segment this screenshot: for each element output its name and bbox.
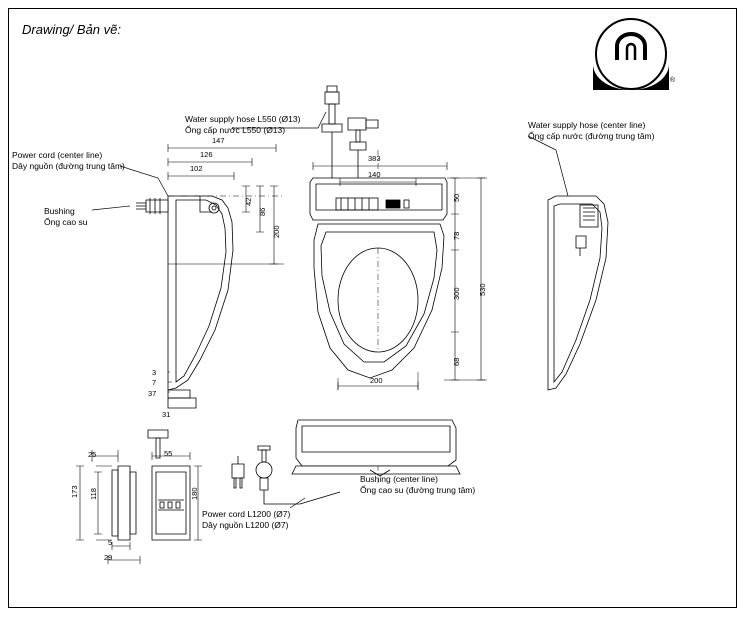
label-bushing-left: Bushing Ống cao su <box>44 206 88 227</box>
dim-3: 3 <box>152 368 157 377</box>
dim-29: 29 <box>104 553 113 562</box>
dim-200-bottom: 200 <box>370 376 383 385</box>
dim-102: 102 <box>190 164 203 173</box>
dim-31: 31 <box>162 410 171 419</box>
dim-200-left: 200 <box>272 225 281 238</box>
dim-180: 180 <box>190 487 199 500</box>
dim-78: 78 <box>452 231 461 240</box>
dim-86: 86 <box>258 207 267 216</box>
registered-mark: ® <box>669 77 675 84</box>
label-water-supply-hose-center-line: Water supply hose (center line) Ống cấp nước (đường trung tâm) <box>528 120 655 141</box>
dim-118: 118 <box>89 488 98 500</box>
dim-5: 5 <box>108 538 113 547</box>
label-water-supply-hose-l550: Water supply hose L550 (Ø13) Ống cấp nước L550 (Ø13) <box>185 114 301 135</box>
dim-140: 140 <box>368 170 381 179</box>
dim-25: 25 <box>88 450 97 459</box>
label-bushing-center-line: Bushing (center line) Ống cao su (đường trung tâm) <box>360 474 476 495</box>
dim-126: 126 <box>200 150 213 159</box>
page-title: Drawing/ Bản vẽ: <box>22 22 121 37</box>
dim-173: 173 <box>70 485 79 498</box>
dim-530: 530 <box>478 283 487 296</box>
dim-147: 147 <box>212 136 225 145</box>
label-power-cord-l1200: Power cord L1200 (Ø7) Dây nguồn L1200 (Ø7) <box>202 509 291 530</box>
dim-383: 383 <box>368 154 381 163</box>
label-power-cord-center-line: Power cord (center line) Dây nguồn (đường trung tâm) <box>12 150 125 171</box>
dim-68: 68 <box>452 357 461 366</box>
dim-55: 55 <box>164 449 173 458</box>
dim-42: 42 <box>244 197 253 206</box>
dim-7: 7 <box>152 378 157 387</box>
dim-300: 300 <box>452 287 461 300</box>
dim-50: 50 <box>452 193 461 202</box>
dim-37: 37 <box>148 389 157 398</box>
